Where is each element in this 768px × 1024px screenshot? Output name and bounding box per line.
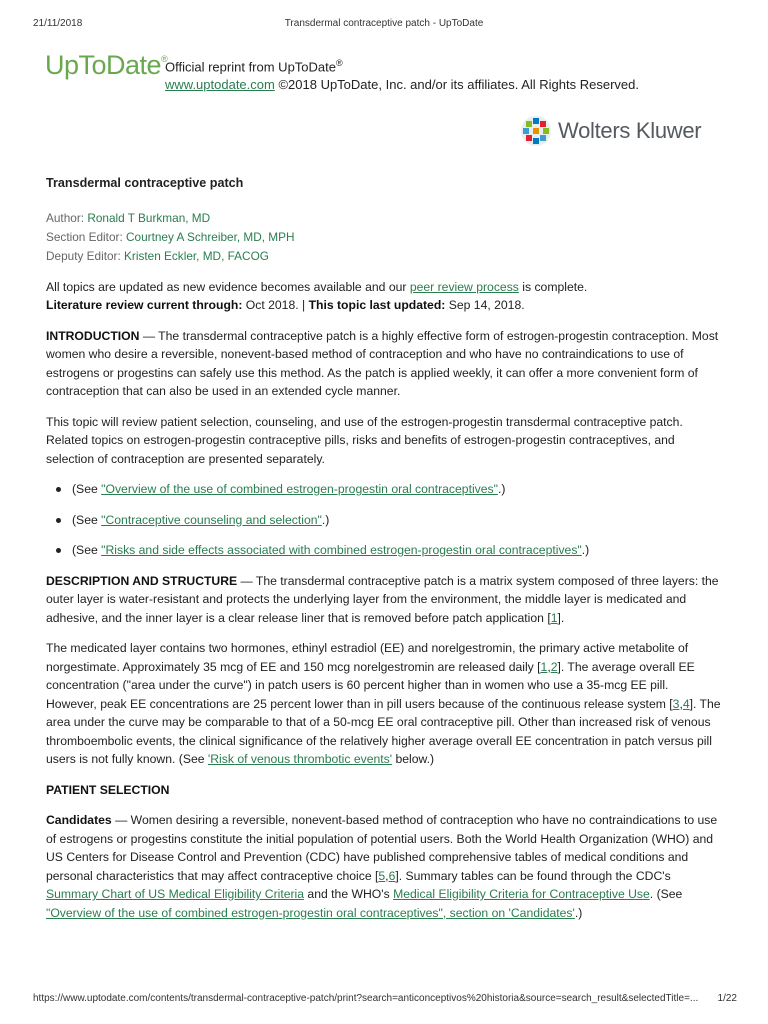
reference-link[interactable]: 1 bbox=[540, 659, 548, 674]
print-date: 21/11/2018 bbox=[33, 18, 83, 29]
reference-link[interactable]: 3 bbox=[672, 696, 680, 711]
candidates-paragraph: Candidates — Women desiring a reversible, nonevent-based method of contraception who have no contraindications to use of estrogens or progestins constitute the initial population of potential users. Both the World Health Organization (WHO) and US Centers for Disease Control and Prevention (CDC) have published comprehensive tables of medical conditions and personal characteristics that may affect contraceptive choice [5,6]. Summary tables can be found through the CDC's Summary Chart of US Medical Eligibility Criteria and the WHO's Medical Eligibility Criteria for Contraceptive Use. (See "Overview of the use of combined estrogen-progestin oral contraceptives", section on 'Candidates'.) bbox=[46, 813, 718, 920]
list-item: (See "Overview of the use of combined estrogen-progestin oral contraceptives".) bbox=[56, 480, 722, 499]
intro-paragraph: INTRODUCTION — The transdermal contraceptive patch is a highly effective form of estrogen-progestin contraception. Most women who desire a reversible, nonevent-based method of contraception and who have no contraindications to use of estrogens or progestins can safely use this method. As the patch is applied weekly, it can offer a more convenient form of contraception that can also be used in an extended cycle manner. bbox=[46, 328, 719, 398]
article-content bbox=[46, 174, 722, 934]
partner-name: Wolters Kluwer bbox=[558, 118, 702, 143]
related-topics-list bbox=[46, 480, 722, 560]
description-heading: DESCRIPTION AND STRUCTURE bbox=[46, 573, 238, 588]
candidates-label: Candidates bbox=[46, 813, 112, 827]
print-url: https://www.uptodate.com/contents/transdermal-contraceptive-patch/print?search=anticonceptivos%20historia&source=search_result&selectedTitle=... bbox=[33, 993, 699, 1004]
wolters-kluwer-logo bbox=[520, 114, 701, 148]
related-topic-link[interactable]: "Contraceptive counseling and selection" bbox=[101, 512, 322, 527]
related-topic-link[interactable]: "Overview of the use of combined estrogen-progestin oral contraceptives" bbox=[101, 482, 498, 496]
site-link[interactable]: www.uptodate.com bbox=[165, 77, 275, 93]
overview-candidates-link[interactable]: "Overview of the use of combined estrogen-progestin oral contraceptives", section on 'Candidates' bbox=[46, 905, 575, 920]
deputy-editor-link[interactable]: Kristen Eckler, MD, FACOG bbox=[124, 248, 269, 263]
update-notice: All topics are updated as new evidence becomes available and our peer review process is complete. Literature review current through: Oct 2018. | This topic last updated: Sep 14, 2018. bbox=[46, 279, 588, 312]
reference-link[interactable]: 2 bbox=[550, 659, 558, 674]
reference-link[interactable]: 1 bbox=[550, 610, 558, 625]
print-page-title: Transdermal contraceptive patch - UpToDate bbox=[284, 18, 484, 29]
article-authors: Author: Ronald T Burkman, MD Section Editor: Courtney A Schreiber, MD, MPH Deputy Editor: Kristen Eckler, MD, FACOG bbox=[46, 210, 295, 263]
uptodate-logo[interactable]: UpToDate® bbox=[45, 50, 168, 80]
patient-selection-heading: PATIENT SELECTION bbox=[46, 782, 170, 797]
reference-link[interactable]: 4 bbox=[682, 696, 690, 711]
section-editor-link[interactable]: Courtney A Schreiber, MD, MPH bbox=[126, 229, 295, 244]
wolters-kluwer-mark-icon bbox=[520, 115, 552, 147]
reprint-line: Official reprint from UpToDate bbox=[165, 59, 336, 75]
peer-review-link[interactable]: peer review process bbox=[409, 279, 519, 294]
list-item: (See "Contraceptive counseling and selection".) bbox=[56, 511, 722, 530]
reference-link[interactable]: 5 bbox=[378, 868, 386, 883]
cdc-summary-link[interactable]: Summary Chart of US Medical Eligibility Criteria bbox=[46, 887, 305, 901]
intro-paragraph-2: This topic will review patient selection, counseling, and use of the estrogen-progestin transdermal contraceptive patch. Related topics on estrogen-progestin contraceptive pills, risks and benefits of estrogen-progestin contraceptives, and selection of contraception are presented separately. bbox=[46, 414, 683, 466]
intro-heading: INTRODUCTION bbox=[46, 328, 140, 343]
description-paragraph-2: The medicated layer contains two hormones, ethinyl estradiol (EE) and norelgestromin, the primary active metabolite of norgestimate. Approximately 35 mcg of EE and 150 mcg norelgestromin are released daily [1,2]. The average overall EE concentration ("area under the curve") in patch users is 60 percent higher than in women who use a 35-mcg EE pill. However, peak EE concentrations are 25 percent lower than in pill users because of the continuous release system [3,4]. The area under the curve may be comparable to that of a 50-mcg EE oral contraceptive pill. Other than increased risk of venous thromboembolic events, the clinical significance of the relatively higher average overall EE concentration in patch versus pill users is not fully known. (See 'Risk of venous thrombotic events' below.) bbox=[46, 641, 721, 766]
article-title: Transdermal contraceptive patch bbox=[46, 176, 244, 190]
reprint-notice: Official reprint from UpToDate® www.uptodate.com ©2018 UpToDate, Inc. and/or its affiliates. All Rights Reserved. bbox=[165, 58, 639, 93]
author-link[interactable]: Ronald T Burkman, MD bbox=[87, 210, 211, 225]
copyright-text: ©2018 UpToDate, Inc. and/or its affiliates. All Rights Reserved. bbox=[274, 77, 639, 93]
reference-link[interactable]: 6 bbox=[388, 868, 396, 883]
list-item: (See "Risks and side effects associated with combined estrogen-progestin oral contraceptives".) bbox=[56, 541, 722, 560]
related-topic-link[interactable]: "Risks and side effects associated with combined estrogen-progestin oral contraceptives" bbox=[101, 543, 582, 557]
who-criteria-link[interactable]: Medical Eligibility Criteria for Contraceptive Use bbox=[393, 887, 650, 901]
risk-vte-link[interactable]: 'Risk of venous thrombotic events' bbox=[207, 752, 393, 766]
print-page-number: 1/22 bbox=[717, 993, 737, 1004]
description-paragraph: DESCRIPTION AND STRUCTURE — The transdermal contraceptive patch is a matrix system composed of three layers: the outer layer is water-resistant and protects the underlying layer from the environment, the middle layer is medicated and adhesive, and the inner layer is a clear release liner that is removed before patch application [1]. bbox=[46, 573, 719, 625]
